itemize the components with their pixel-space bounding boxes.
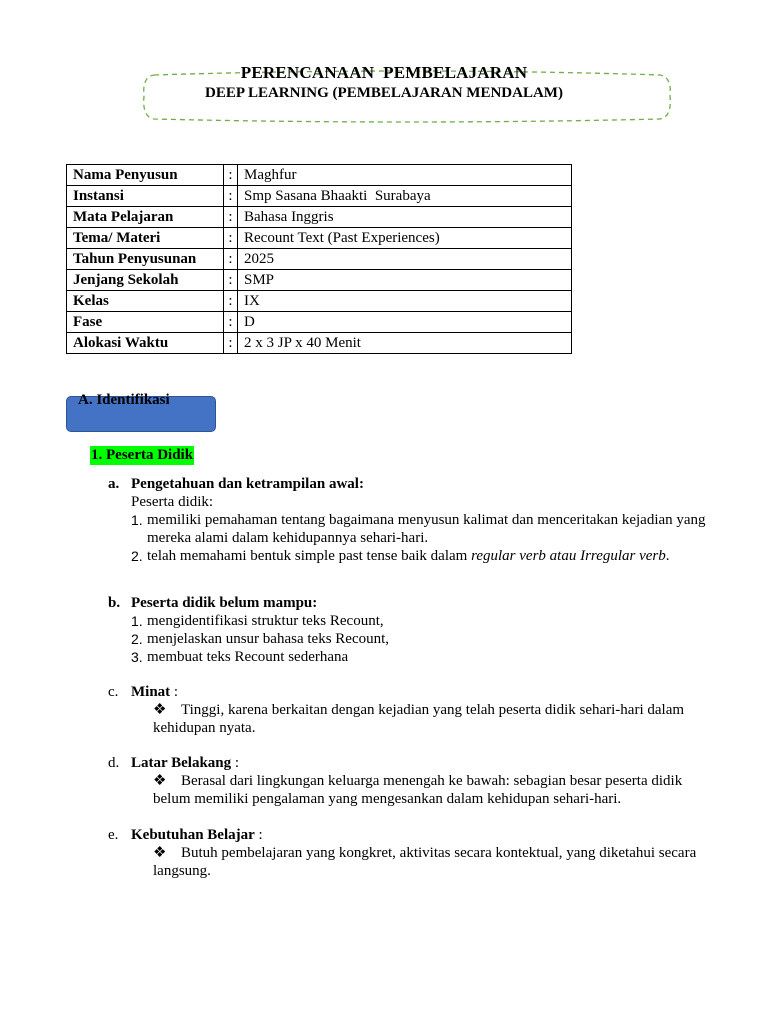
row-key: Fase (67, 312, 224, 333)
item-heading: Kebutuhan Belajar : (131, 827, 263, 843)
row-value: Recount Text (Past Experiences) (238, 228, 572, 249)
item-heading: Peserta didik belum mampu: (131, 595, 318, 611)
list-number: 2. (131, 548, 143, 564)
row-separator: : (224, 207, 238, 228)
row-key: Alokasi Waktu (67, 333, 224, 354)
row-key: Jenjang Sekolah (67, 270, 224, 291)
table-row (67, 333, 572, 354)
document-title: PERENCANAAN PEMBELAJARAN (240, 63, 528, 82)
bullet-text: Berasal dari lingkungan keluarga menengah ke bawah: sebagian besar peserta didik belum memiliki pengalaman yang mengesankan dalam kehidupan sehari-hari. (153, 773, 683, 807)
item-marker: d. (108, 755, 120, 771)
list-text: mereka alami dalam kehidupannya sehari-hari. (147, 530, 429, 546)
document-subtitle: DEEP LEARNING (PEMBELAJARAN MENDALAM) (205, 85, 563, 101)
row-value: 2025 (238, 249, 572, 270)
row-value: IX (238, 291, 572, 312)
list-text: telah memahami bentuk simple past tense baik dalam regular verb atau Irregular verb. (147, 548, 670, 564)
info-table (66, 164, 572, 354)
item-marker: b. (108, 595, 121, 611)
table-row (67, 207, 572, 228)
list-number: 1. (131, 613, 143, 629)
row-value: 2 x 3 JP x 40 Menit (238, 333, 572, 354)
row-value: Bahasa Inggris (238, 207, 572, 228)
subsection-heading: 1. Peserta Didik (91, 447, 194, 463)
item-heading: Pengetahuan dan ketrampilan awal: (131, 476, 364, 492)
list-number: 2. (131, 631, 143, 647)
item-heading: Minat : (131, 684, 179, 700)
list-number: 3. (131, 649, 143, 665)
table-row (67, 249, 572, 270)
table-row (67, 291, 572, 312)
row-value: SMP (238, 270, 572, 291)
bullet-text: Butuh pembelajaran yang kongkret, aktivitas secara kontektual, yang diketahui secara langsung. (153, 845, 697, 879)
diamond-bullet-icon: ❖ (153, 773, 167, 789)
item-marker: e. (108, 827, 119, 843)
section-heading: A. Identifikasi (78, 392, 170, 408)
row-value: Maghfur (238, 165, 572, 186)
item-marker: c. (108, 684, 119, 700)
list-text: membuat teks Recount sederhana (147, 649, 349, 665)
row-value: Smp Sasana Bhaakti Surabaya (238, 186, 572, 207)
row-key: Nama Penyusun (67, 165, 224, 186)
item-marker: a. (108, 476, 120, 492)
list-text: mengidentifikasi struktur teks Recount, (147, 613, 384, 629)
row-key: Tema/ Materi (67, 228, 224, 249)
row-key: Kelas (67, 291, 224, 312)
row-key: Mata Pelajaran (67, 207, 224, 228)
row-separator: : (224, 249, 238, 270)
row-separator: : (224, 270, 238, 291)
item-heading: Latar Belakang : (131, 755, 240, 771)
list-text: menjelaskan unsur bahasa teks Recount, (147, 631, 390, 647)
diamond-bullet-icon: ❖ (153, 702, 167, 718)
row-key: Tahun Penyusunan (67, 249, 224, 270)
row-separator: : (224, 291, 238, 312)
row-separator: : (224, 165, 238, 186)
row-separator: : (224, 228, 238, 249)
intro-text: Peserta didik: (131, 494, 214, 510)
row-value: D (238, 312, 572, 333)
row-separator: : (224, 333, 238, 354)
list-number: 1. (131, 512, 143, 528)
list-text: memiliki pemahaman tentang bagaimana menyusun kalimat dan menceritakan kejadian yang (147, 512, 706, 528)
table-row (67, 270, 572, 291)
row-key: Instansi (67, 186, 224, 207)
table-row (67, 165, 572, 186)
bullet-text: Tinggi, karena berkaitan dengan kejadian yang telah peserta didik sehari-hari dalam kehidupan nyata. (153, 702, 685, 736)
table-row (67, 228, 572, 249)
row-separator: : (224, 186, 238, 207)
row-separator: : (224, 312, 238, 333)
table-row (67, 312, 572, 333)
diamond-bullet-icon: ❖ (153, 845, 167, 861)
table-row (67, 186, 572, 207)
